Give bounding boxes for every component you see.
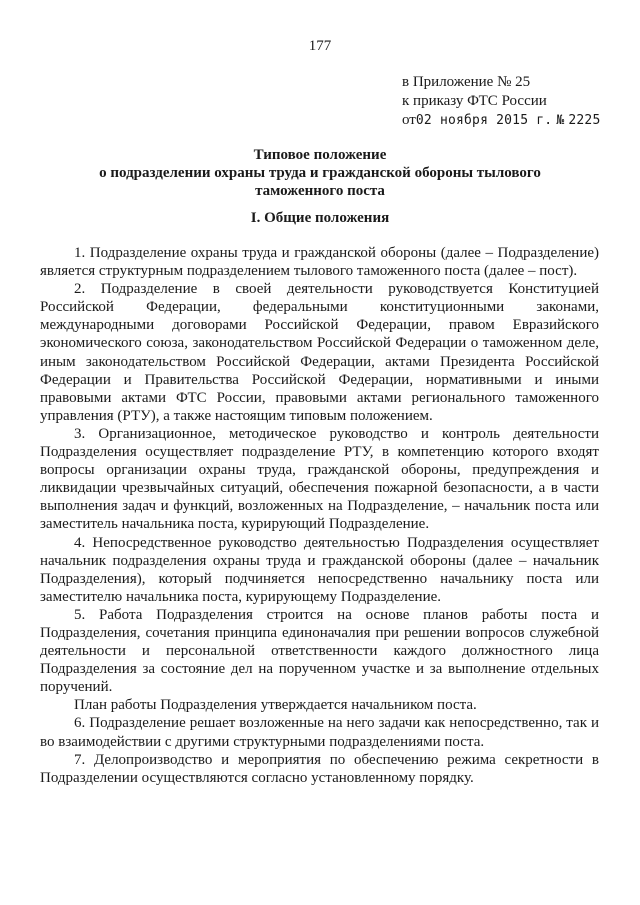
order-line: к приказу ФТС России	[402, 93, 547, 109]
title-line: Типовое положение	[253, 147, 387, 163]
title-line: о подразделении охраны труда и гражданской обороны тылового	[99, 165, 541, 181]
appendix-line: в Приложение № 25	[402, 74, 531, 90]
order-number: 2225	[568, 113, 601, 128]
paragraph: 7. Делопроизводство и мероприятия по обеспечению режима секретности в Подразделении осуществляются согласно установленному порядку.	[40, 751, 599, 786]
paragraph: 4. Непосредственное руководство деятельностью Подразделения осуществляет начальник подразделения охраны труда и гражданской обороны (далее – начальник Подразделения), который подчиняется непосредственно начальнику поста или заместителю начальника поста, курирующему Подразделение.	[40, 534, 599, 605]
document-title	[40, 146, 600, 200]
title-line: таможенного поста	[255, 183, 385, 199]
section-heading: I. Общие положения	[250, 210, 390, 226]
paragraph: 6. Подразделение решает возложенные на него задачи как непосредственно, так и во взаимодействии с другими структурными подразделениями поста.	[40, 715, 599, 750]
paragraph: 3. Организационное, методическое руководство и контроль деятельности Подразделения осуществляет подразделение РТУ, в компетенцию которого входят вопросы организации охраны труда, гражданской обороны, предупреждения и ликвидации чрезвычайных ситуаций, обеспечения пожарной безопасности, а в части выполнения задач и функций, возложенных на Подразделение, – начальник поста или заместитель начальника поста, курирующий Подразделение.	[40, 425, 599, 533]
body-text	[40, 244, 599, 787]
paragraph: 5. Работа Подразделения строится на основе планов работы поста и Подразделения, сочетания принципа единоначалия при решении вопросов служебной деятельности и персональной ответственности каждого должностного лица Подразделения за состояние дел на порученном участке и за выполнение отдельных поручений.	[40, 606, 599, 696]
order-date: 02 ноября 2015 г.	[415, 113, 553, 128]
appendix-reference	[402, 73, 600, 130]
order-number-label: №	[556, 113, 565, 128]
date-prefix: от	[402, 112, 416, 128]
paragraph: 2. Подразделение в своей деятельности руководствуется Конституцией Российской Федерации, федеральными конституционными законами, международными договорами Российской Федерации, правом Евразийского экономического союза, законодательством Российской Федерации о таможенном деле, иным законодательством Российской Федерации, актами Президента Российской Федерации и Правительства Российской Федерации, нормативными и иными правовыми актами ФТС России, правовыми актами регионального таможенного управления (РТУ), а также настоящим типовым положением.	[40, 281, 599, 424]
order-date-line	[402, 111, 600, 130]
paragraph: План работы Подразделения утверждается начальником поста.	[74, 697, 477, 714]
page-number: 177	[308, 38, 332, 54]
paragraph: 1. Подразделение охраны труда и гражданской обороны (далее – Подразделение) является структурным подразделением тылового таможенного поста (далее – пост).	[40, 245, 599, 280]
